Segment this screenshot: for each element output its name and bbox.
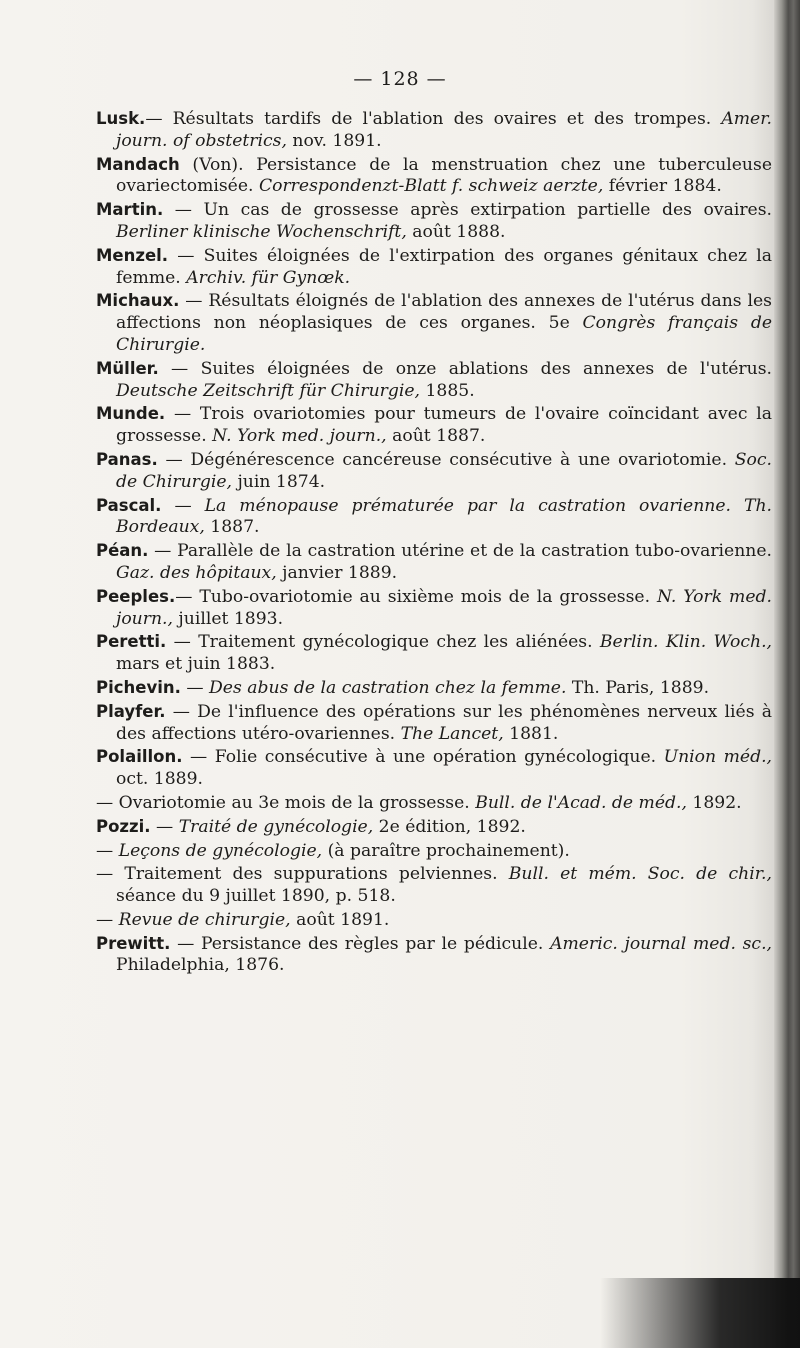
entry-source: Amer. journ. of obstetrics, [116, 109, 772, 151]
entry-text: — Résultats tardifs de l'ablation des ovaires et des trompes. [145, 109, 722, 129]
bibliography-entry [96, 290, 772, 356]
bibliography-entry [96, 631, 772, 676]
entry-author: Menzel. [96, 245, 169, 265]
entry-author: Lusk. [96, 109, 146, 128]
entry-after: juin 1874. [232, 471, 326, 492]
entry-text: — Folie consécutive à une opération gynécologique. [182, 747, 664, 768]
entry-author: Prewitt. [96, 933, 171, 953]
entry-author: Playfer. [96, 701, 166, 721]
entry-author: Martin. [96, 200, 164, 220]
entry-after: 1881. [503, 723, 559, 744]
entry-after: mars et juin 1883. [116, 654, 276, 675]
entry-text: — [161, 495, 205, 516]
entry-author: Peretti. [96, 632, 167, 652]
entry-after: août 1887. [386, 426, 486, 447]
bibliography-entry [96, 586, 772, 631]
entry-author: Pascal. [96, 495, 162, 515]
page-number: — 128 — [353, 68, 447, 90]
bibliography-entry [96, 933, 772, 978]
bibliography-entry [96, 701, 772, 746]
bibliography-entry [96, 403, 772, 448]
bibliography-list [96, 108, 772, 978]
entry-source: Revue de chirurgie, [118, 909, 291, 930]
bibliography-entry [96, 863, 772, 908]
entry-after: août 1891. [290, 909, 390, 930]
entry-author: Polaillon. [96, 747, 183, 767]
entry-text: — Suites éloignées de l'extirpation des organes génitaux chez la femme. [116, 245, 772, 288]
entry-text: — [150, 816, 179, 837]
entry-after: Th. Paris, 1889. [566, 677, 710, 698]
entry-author: Mandach [96, 154, 180, 174]
entry-source: Americ. journal med. sc., [550, 933, 772, 954]
entry-source: Deutsche Zeitschrift für Chirurgie, [116, 380, 421, 401]
entry-text: — De l'influence des opérations sur les phénomènes nerveux liés à des affections utéro-ovariennes. [116, 701, 772, 744]
entry-source: Correspondenzt-Blatt f. schweiz aerzte, [258, 176, 604, 197]
entry-source: Archiv. für Gynœk. [186, 267, 351, 288]
scan-shadow [600, 1278, 800, 1348]
bibliography-entry [96, 108, 772, 153]
entry-source: Des abus de la castration chez la femme. [209, 677, 567, 698]
entry-after: février 1884. [603, 176, 722, 197]
binding-edge-shadow [774, 0, 800, 1348]
entry-source: Congrès français de Chirurgie. [116, 313, 772, 355]
entry-text: — Un cas de grossesse après extirpation partielle des ovaires. [163, 200, 772, 221]
entry-after: nov. 1891. [286, 130, 382, 151]
entry-text: — Trois ovariotomies pour tumeurs de l'ovaire coïncidant avec la grossesse. [116, 404, 772, 447]
entry-source: Berlin. Klin. Woch., [599, 632, 772, 653]
entry-source: Berliner klinische Wochenschrift, [116, 221, 407, 242]
entry-source: N. York med. journ., [116, 586, 772, 629]
entry-text: — Parallèle de la castration utérine et de la castration tubo-ovarienne. [148, 541, 772, 562]
entry-text: — [96, 840, 119, 861]
bibliography-entry [96, 199, 772, 244]
entry-text: — Résultats éloignés de l'ablation des annexes de l'utérus dans les affections non néoplasiques de ces organes. 5e [116, 291, 772, 334]
entry-source: Traité de gynécologie, [178, 816, 374, 837]
bibliography-entry [96, 816, 772, 839]
bibliography-entry [96, 358, 772, 403]
entry-after: oct. 1889. [116, 769, 204, 790]
entry-author: Pozzi. [96, 816, 151, 836]
entry-text: — Persistance des règles par le pédicule. [170, 933, 551, 954]
entry-source: Bull. de l'Acad. de méd., [475, 792, 687, 813]
entry-after: 1892. [686, 792, 742, 813]
entry-source: La ménopause prématurée par la castration ovarienne. Th. Bordeaux, [116, 495, 772, 538]
entry-text: — Ovariotomie au 3e mois de la grossesse. [96, 792, 476, 813]
entry-author: Panas. [96, 449, 158, 469]
bibliography-entry [96, 746, 772, 791]
entry-text: — [96, 909, 119, 930]
bibliography-entry [96, 449, 772, 494]
entry-source: Union méd., [663, 747, 772, 768]
bibliography-entry [96, 677, 772, 700]
entry-after: juillet 1893. [172, 608, 284, 629]
bibliography-entry [96, 540, 772, 585]
entry-text: — Suites éloignées de onze ablations des annexes de l'utérus. [158, 358, 772, 379]
entry-after: (à paraître prochainement). [322, 840, 570, 861]
entry-text: (Von). Persistance de la menstruation chez une tuberculeuse ovariectomisée. [116, 154, 772, 197]
bibliography-entry [96, 909, 772, 932]
entry-after: août 1888. [406, 221, 506, 242]
entry-text: — Traitement gynécologique chez les aliénées. [166, 632, 600, 653]
entry-source: Leçons de gynécologie, [118, 840, 323, 861]
bibliography-entry [96, 245, 772, 290]
entry-author: Pichevin. [96, 677, 181, 697]
entry-author: Péan. [96, 541, 149, 561]
entry-source: Bull. et mém. Soc. de chir., [508, 864, 772, 885]
entry-after: Philadelphia, 1876. [116, 955, 285, 976]
entry-author: Michaux. [96, 291, 180, 311]
entry-source: N. York med. journ., [212, 426, 387, 447]
entry-text: — [180, 677, 210, 698]
entry-after: 1887. [204, 517, 260, 538]
entry-text: — Dégénérescence cancéreuse consécutive à une ovariotomie. [157, 449, 735, 470]
entry-source: Soc. de Chirurgie, [116, 449, 772, 492]
entry-source: The Lancet, [400, 723, 504, 744]
entry-after: 1885. [420, 380, 475, 401]
entry-after: 2e édition, 1892. [373, 816, 526, 837]
bibliography-entry [96, 840, 772, 863]
bibliography-entry [96, 495, 772, 540]
entry-text: — Tubo-ovariotomie au sixième mois de la grossesse. [175, 586, 657, 607]
entry-source: Gaz. des hôpitaux, [116, 562, 277, 583]
entry-after: janvier 1889. [276, 562, 398, 583]
entry-after: séance du 9 juillet 1890, p. 518. [116, 886, 396, 907]
entry-author: Müller. [96, 358, 159, 378]
entry-author: Peeples. [96, 586, 176, 606]
entry-author: Munde. [96, 404, 166, 424]
bibliography-entry [96, 792, 772, 815]
entry-text: — Traitement des suppurations pelviennes. [96, 864, 509, 885]
bibliography-entry [96, 154, 772, 199]
